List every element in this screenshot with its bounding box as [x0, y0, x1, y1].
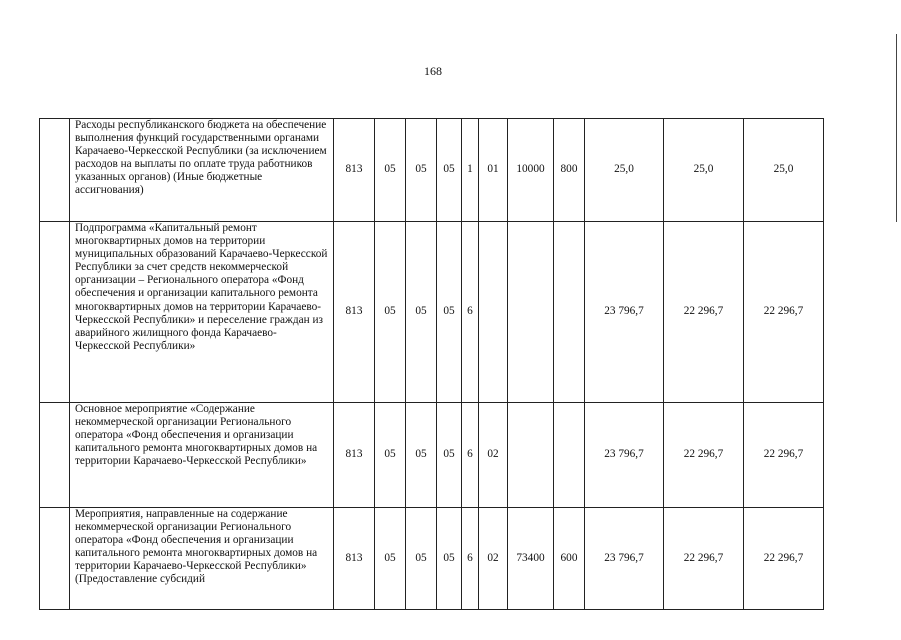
section-cell: 05 — [375, 508, 406, 610]
expense-type-cell — [554, 403, 585, 508]
amount-1-cell: 23 796,7 — [585, 508, 664, 610]
row-number-cell — [40, 222, 70, 403]
amount-3-cell: 22 296,7 — [744, 508, 824, 610]
table-row — [40, 119, 824, 222]
direction-cell — [508, 222, 554, 403]
direction-cell: 73400 — [508, 508, 554, 610]
row-number-cell — [40, 119, 70, 222]
subsection-cell: 05 — [406, 222, 437, 403]
section-cell: 05 — [375, 222, 406, 403]
page-number: 168 — [424, 64, 442, 78]
amount-1-cell: 25,0 — [585, 119, 664, 222]
event-cell: 02 — [479, 403, 508, 508]
budget-table — [39, 118, 824, 610]
amount-2-cell: 22 296,7 — [664, 403, 744, 508]
direction-cell — [508, 403, 554, 508]
description-cell: Подпрограмма «Капитальный ремонт многоквартирных домов на территории муниципальных образований Карачаево-Черкесской Республики за счет средств некоммерческой организации – Регионального оператора «Фонд обеспечения и организации капитального ремонта многоквартирных домов на территории Карачаево-Черкесской Республики» и переселение граждан из аварийного жилищного фонда Карачаево-Черкесской Республики» — [70, 222, 334, 403]
ministry-cell: 813 — [334, 403, 375, 508]
ministry-cell: 813 — [334, 119, 375, 222]
subprogram-cell: 6 — [462, 403, 479, 508]
row-number-cell — [40, 403, 70, 508]
subprogram-cell: 6 — [462, 222, 479, 403]
subsection-cell: 05 — [406, 403, 437, 508]
event-cell: 02 — [479, 508, 508, 610]
program-cell: 05 — [437, 403, 462, 508]
page-edge-rule — [896, 34, 897, 222]
amount-3-cell: 22 296,7 — [744, 222, 824, 403]
program-cell: 05 — [437, 119, 462, 222]
table-row — [40, 508, 824, 610]
table-row — [40, 403, 824, 508]
description-cell: Мероприятия, направленные на содержание некоммерческой организации Регионального оператора «Фонд обеспечения и организации капитального ремонта многоквартирных домов на территории Карачаево-Черкесской Республики» (Предоставление субсидий — [70, 508, 334, 610]
event-cell: 01 — [479, 119, 508, 222]
description-cell: Основное мероприятие «Содержание некоммерческой организации Регионального оператора «Фонд обеспечения и организации капитального ремонта многоквартирных домов на территории Карачаево-Черкесской Республики» — [70, 403, 334, 508]
expense-type-cell: 800 — [554, 119, 585, 222]
direction-cell: 10000 — [508, 119, 554, 222]
amount-2-cell: 25,0 — [664, 119, 744, 222]
subsection-cell: 05 — [406, 508, 437, 610]
expense-type-cell — [554, 222, 585, 403]
event-cell — [479, 222, 508, 403]
subprogram-cell: 1 — [462, 119, 479, 222]
section-cell: 05 — [375, 403, 406, 508]
section-cell: 05 — [375, 119, 406, 222]
description-cell: Расходы республиканского бюджета на обеспечение выполнения функций государственными органами Карачаево-Черкесской Республики (за исключением расходов на выплаты по оплате труда работников указанных органов) (Иные бюджетные ассигнования) — [70, 119, 334, 222]
row-number-cell — [40, 508, 70, 610]
amount-2-cell: 22 296,7 — [664, 508, 744, 610]
program-cell: 05 — [437, 508, 462, 610]
ministry-cell: 813 — [334, 508, 375, 610]
table-row — [40, 222, 824, 403]
expense-type-cell: 600 — [554, 508, 585, 610]
subprogram-cell: 6 — [462, 508, 479, 610]
amount-1-cell: 23 796,7 — [585, 222, 664, 403]
amount-3-cell: 25,0 — [744, 119, 824, 222]
amount-2-cell: 22 296,7 — [664, 222, 744, 403]
program-cell: 05 — [437, 222, 462, 403]
amount-1-cell: 23 796,7 — [585, 403, 664, 508]
amount-3-cell: 22 296,7 — [744, 403, 824, 508]
ministry-cell: 813 — [334, 222, 375, 403]
subsection-cell: 05 — [406, 119, 437, 222]
